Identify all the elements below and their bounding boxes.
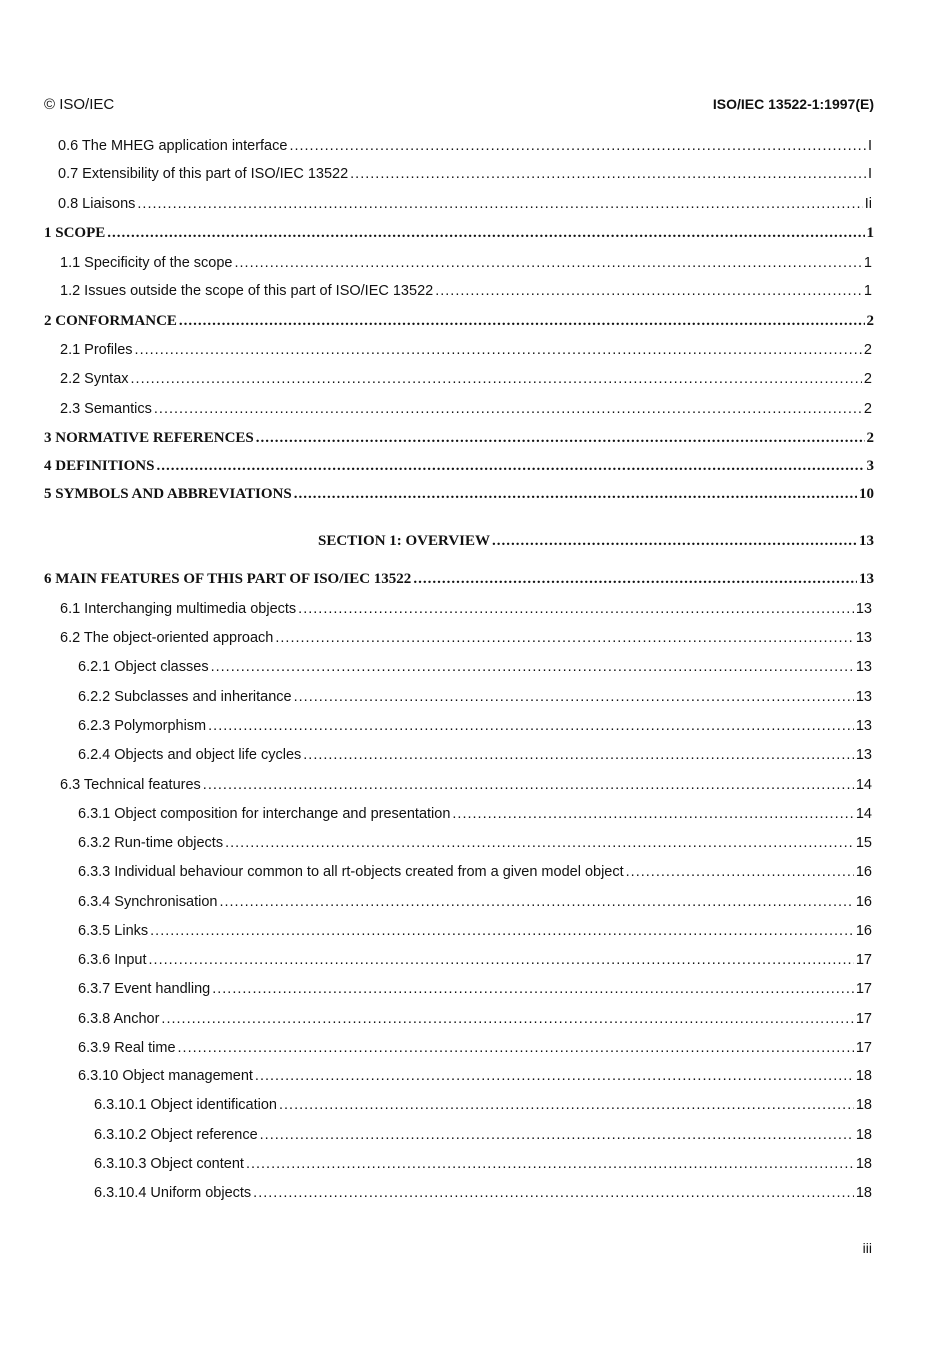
toc-entry-page: 13 — [859, 571, 874, 587]
toc-leader-dots — [303, 747, 854, 763]
toc-leader-dots — [626, 864, 854, 880]
toc-leader-dots — [413, 571, 857, 588]
toc-entry[interactable] — [78, 923, 872, 943]
toc-chapter-entry[interactable] — [44, 225, 874, 245]
toc-chapter-entry[interactable] — [44, 430, 874, 450]
toc-entry-page: 1 — [863, 283, 872, 299]
toc-entry[interactable] — [60, 342, 872, 362]
toc-entry[interactable] — [60, 630, 872, 650]
toc-entry[interactable] — [78, 689, 872, 709]
toc-section-entry[interactable] — [318, 533, 874, 553]
toc-entry-title: 6.3.10.4 Uniform objects — [94, 1185, 252, 1201]
toc-entry-title: 6.3 Technical features — [60, 777, 201, 793]
toc-entry-page: 16 — [855, 864, 872, 880]
toc-entry-page: 17 — [855, 952, 872, 968]
toc-leader-dots — [156, 458, 864, 475]
toc-leader-dots — [256, 430, 865, 447]
toc-entry[interactable] — [60, 601, 872, 621]
toc-entry-title: 6.3.8 Anchor — [78, 1011, 160, 1027]
toc-entry[interactable] — [78, 1068, 872, 1088]
toc-entry-page: 17 — [855, 1011, 872, 1027]
toc-entry-title: 0.6 The MHEG application interface — [58, 138, 288, 154]
toc-entry-title: 3 NORMATIVE REFERENCES — [44, 430, 254, 446]
toc-entry[interactable] — [60, 255, 872, 275]
toc-entry[interactable] — [78, 747, 872, 767]
toc-entry-page: 18 — [855, 1185, 872, 1201]
toc-leader-dots — [275, 630, 854, 646]
toc-leader-dots — [219, 894, 853, 910]
toc-entry[interactable] — [94, 1156, 872, 1176]
toc-entry-page: 17 — [855, 1040, 872, 1056]
toc-entry[interactable] — [78, 835, 872, 855]
toc-entry-page: 2 — [863, 342, 872, 358]
toc-entry-title: 6.3.5 Links — [78, 923, 149, 939]
toc-entry-page: 13 — [855, 630, 872, 646]
toc-entry[interactable] — [78, 1011, 872, 1031]
toc-entry-title: 6.3.10.1 Object identification — [94, 1097, 277, 1113]
toc-entry-title: 6.2.2 Subclasses and inheritance — [78, 689, 292, 705]
toc-entry[interactable] — [78, 981, 872, 1001]
toc-leader-dots — [135, 342, 862, 358]
toc-leader-dots — [279, 1097, 854, 1113]
toc-chapter-entry[interactable] — [44, 486, 874, 506]
toc-leader-dots — [294, 486, 857, 503]
toc-entry[interactable] — [60, 371, 872, 391]
toc-leader-dots — [149, 952, 854, 968]
toc-entry-page: Ii — [864, 196, 872, 212]
toc-entry-title: 2.1 Profiles — [60, 342, 133, 358]
toc-entry-page: 2 — [863, 401, 872, 417]
toc-leader-dots — [492, 533, 857, 550]
toc-entry[interactable] — [58, 166, 872, 186]
toc-leader-dots — [253, 1185, 854, 1201]
toc-leader-dots — [212, 981, 854, 997]
toc-entry-page: 10 — [859, 486, 874, 502]
toc-entry-title: 6.2.3 Polymorphism — [78, 718, 207, 734]
toc-leader-dots — [203, 777, 854, 793]
toc-entry-page: 18 — [855, 1156, 872, 1172]
toc-entry-title: 6.1 Interchanging multimedia objects — [60, 601, 297, 617]
toc-leader-dots — [452, 806, 853, 822]
toc-leader-dots — [131, 371, 862, 387]
toc-entry-page: 13 — [855, 689, 872, 705]
toc-leader-dots — [137, 196, 862, 212]
toc-entry[interactable] — [94, 1185, 872, 1205]
copyright-header: © ISO/IEC — [44, 96, 115, 113]
toc-entry-title: 6.3.3 Individual behaviour common to all rt-objects created from a given model object — [78, 864, 624, 880]
toc-entry-page: I — [867, 138, 872, 154]
toc-entry[interactable] — [78, 659, 872, 679]
toc-entry-title: 4 DEFINITIONS — [44, 458, 155, 474]
toc-entry-page: 13 — [859, 533, 874, 549]
toc-leader-dots — [246, 1156, 854, 1172]
toc-entry-title: 6.2.4 Objects and object life cycles — [78, 747, 302, 763]
toc-entry-title: 6.3.4 Synchronisation — [78, 894, 218, 910]
toc-entry-page: I — [867, 166, 872, 182]
toc-entry-title: 2.2 Syntax — [60, 371, 129, 387]
toc-entry[interactable] — [94, 1127, 872, 1147]
toc-entry-page: 2 — [866, 313, 874, 329]
toc-entry[interactable] — [60, 283, 872, 303]
toc-entry-page: 17 — [855, 981, 872, 997]
toc-leader-dots — [178, 1040, 854, 1056]
toc-leader-dots — [289, 138, 866, 154]
toc-entry[interactable] — [78, 718, 872, 738]
toc-leader-dots — [225, 835, 854, 851]
toc-entry[interactable] — [58, 196, 872, 216]
toc-leader-dots — [179, 313, 865, 330]
toc-entry-page: 1 — [866, 225, 874, 241]
toc-leader-dots — [235, 255, 862, 271]
toc-entry[interactable] — [78, 894, 872, 914]
toc-leader-dots — [154, 401, 862, 417]
toc-chapter-entry[interactable] — [44, 458, 874, 478]
toc-entry-title: 6.2.1 Object classes — [78, 659, 209, 675]
toc-entry[interactable] — [94, 1097, 872, 1117]
toc-entry-page: 2 — [866, 430, 874, 446]
toc-entry-title: 2.3 Semantics — [60, 401, 152, 417]
toc-entry-page: 14 — [855, 777, 872, 793]
toc-entry-page: 2 — [863, 371, 872, 387]
toc-entry-page: 15 — [855, 835, 872, 851]
toc-entry-title: SECTION 1: OVERVIEW — [318, 533, 491, 549]
toc-chapter-entry[interactable] — [44, 571, 874, 591]
toc-entry[interactable] — [78, 1040, 872, 1060]
toc-entry-page: 18 — [855, 1068, 872, 1084]
toc-entry-title: 6.3.7 Event handling — [78, 981, 211, 997]
toc-entry-title: 1.1 Specificity of the scope — [60, 255, 233, 271]
toc-entry-title: 6.3.2 Run-time objects — [78, 835, 224, 851]
toc-leader-dots — [350, 166, 866, 182]
toc-leader-dots — [298, 601, 854, 617]
toc-entry-title: 0.8 Liaisons — [58, 196, 136, 212]
toc-entry-title: 1 SCOPE — [44, 225, 106, 241]
toc-entry-page: 13 — [855, 601, 872, 617]
toc-entry-title: 1.2 Issues outside the scope of this part of ISO/IEC 13522 — [60, 283, 434, 299]
toc-entry[interactable] — [78, 864, 872, 884]
page-number: iii — [862, 1240, 872, 1256]
standard-number-header: ISO/IEC 13522-1:1997(E) — [712, 96, 874, 112]
toc-leader-dots — [294, 689, 854, 705]
toc-entry-page: 14 — [855, 806, 872, 822]
toc-entry[interactable] — [78, 806, 872, 826]
toc-entry-title: 5 SYMBOLS AND ABBREVIATIONS — [44, 486, 292, 502]
toc-chapter-entry[interactable] — [44, 313, 874, 333]
toc-leader-dots — [107, 225, 864, 242]
toc-leader-dots — [150, 923, 854, 939]
toc-entry-page: 1 — [863, 255, 872, 271]
toc-leader-dots — [211, 659, 854, 675]
toc-leader-dots — [255, 1068, 854, 1084]
toc-entry-page: 13 — [855, 718, 872, 734]
toc-leader-dots — [260, 1127, 854, 1143]
toc-entry-page: 13 — [855, 659, 872, 675]
toc-entry-page: 3 — [866, 458, 874, 474]
toc-leader-dots — [161, 1011, 853, 1027]
toc-entry-title: 6.3.1 Object composition for interchange and presentation — [78, 806, 451, 822]
toc-leader-dots — [208, 718, 854, 734]
toc-entry-title: 0.7 Extensibility of this part of ISO/IEC 13522 — [58, 166, 349, 182]
toc-entry-title: 6.2 The object-oriented approach — [60, 630, 274, 646]
toc-entry[interactable] — [78, 952, 872, 972]
toc-entry-title: 6 MAIN FEATURES OF THIS PART OF ISO/IEC 13522 — [44, 571, 412, 587]
toc-entry-title: 6.3.6 Input — [78, 952, 147, 968]
toc-entry-title: 2 CONFORMANCE — [44, 313, 177, 329]
toc-entry-title: 6.3.9 Real time — [78, 1040, 176, 1056]
toc-entry[interactable] — [58, 138, 872, 158]
toc-entry-title: 6.3.10.2 Object reference — [94, 1127, 258, 1143]
toc-entry[interactable] — [60, 401, 872, 421]
toc-leader-dots — [435, 283, 862, 299]
toc-entry-page: 16 — [855, 894, 872, 910]
toc-entry-title: 6.3.10.3 Object content — [94, 1156, 244, 1172]
toc-entry-title: 6.3.10 Object management — [78, 1068, 253, 1084]
toc-entry-page: 18 — [855, 1097, 872, 1113]
toc-entry-page: 13 — [855, 747, 872, 763]
toc-entry[interactable] — [60, 777, 872, 797]
toc-entry-page: 18 — [855, 1127, 872, 1143]
toc-entry-page: 16 — [855, 923, 872, 939]
